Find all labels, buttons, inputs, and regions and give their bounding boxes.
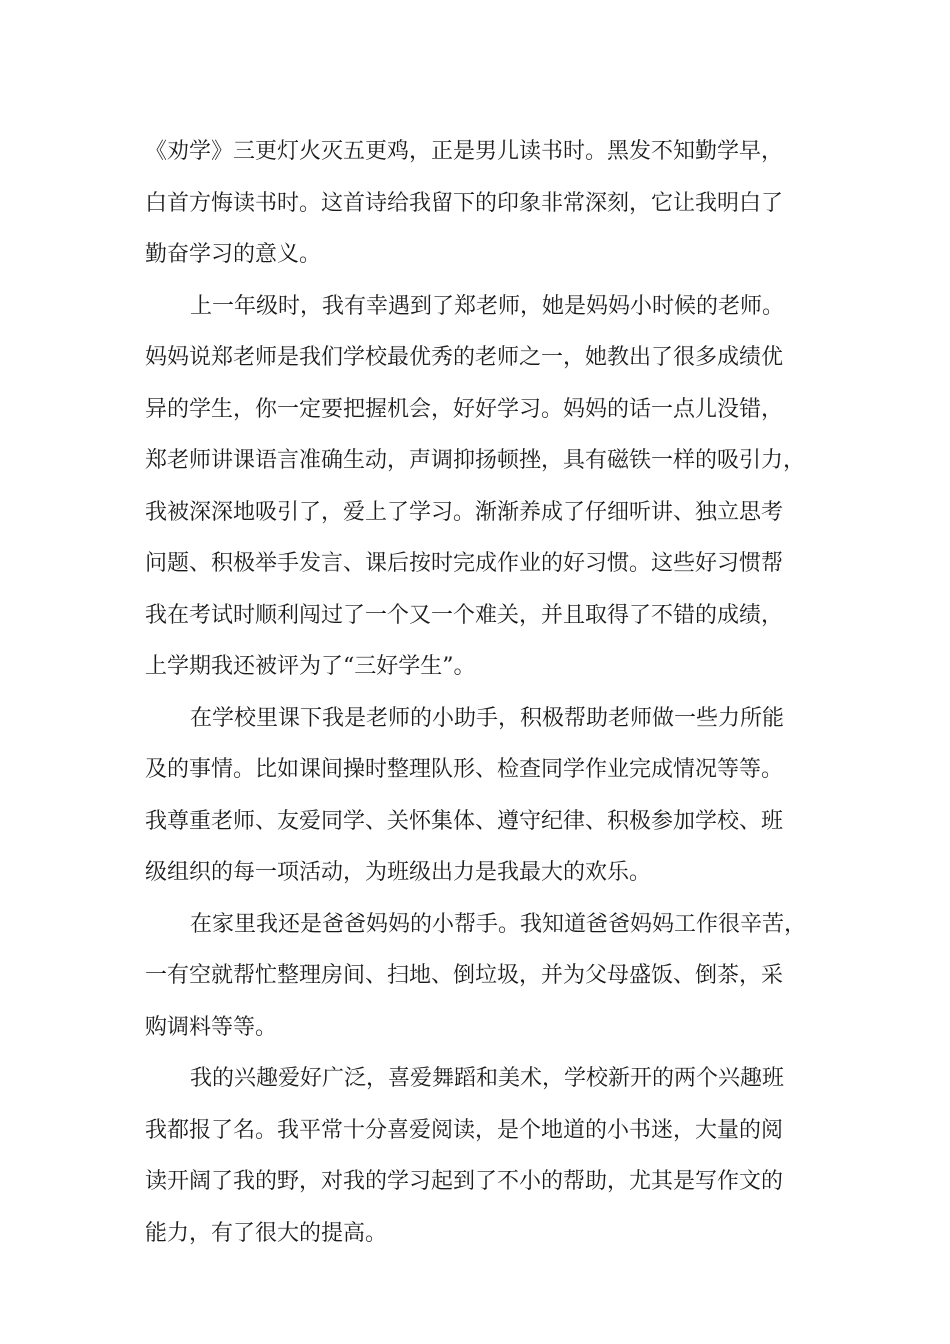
text-line: 读开阔了我的野，对我的学习起到了不小的帮助，尤其是写作文的 [145,1169,784,1194]
text-line: 及的事情。比如课间操时整理队形、检查同学作业完成情况等等。 [145,757,784,782]
text-line: 妈妈说郑老师是我们学校最优秀的老师之一，她教出了很多成绩优 [145,345,784,370]
text-line: 白首方悔读书时。这首诗给我留下的印象非常深刻，它让我明白了 [145,190,784,216]
text-line: 郑老师讲课语言准确生动，声调抑扬顿挫，具有磁铁一样的吸引力， [145,448,806,473]
text-line: 上学期我还被评为了“三好学生”。 [145,654,476,679]
text-line: 我的兴趣爱好广泛，喜爱舞蹈和美术，学校新开的两个兴趣班 [190,1066,785,1091]
text-line: 一有空就帮忙整理房间、扫地、倒垃圾，并为父母盛饭、倒茶，采 [145,963,784,988]
text-line: 能力，有了很大的提高。 [145,1220,388,1246]
text-line: 问题、积极举手发言、课后按时完成作业的好习惯。这些好习惯帮 [145,551,784,576]
text-line: 在家里我还是爸爸妈妈的小帮手。我知道爸爸妈妈工作很辛苦， [190,911,807,937]
text-line: 异的学生，你一定要把握机会，好好学习。妈妈的话一点儿没错， [145,396,784,422]
text-line: 购调料等等。 [145,1014,278,1040]
document-body [145,126,825,1259]
text-line: 我都报了名。我平常十分喜爱阅读，是个地道的小书迷，大量的阅 [145,1117,784,1143]
text-line: 我在考试时顺利闯过了一个又一个难关，并且取得了不错的成绩， [145,602,784,628]
text-line: 我尊重老师、友爱同学、关怀集体、遵守纪律、积极参加学校、班 [145,808,784,834]
text-line: 级组织的每一项活动，为班级出力是我最大的欢乐。 [145,860,652,885]
text-line: 《劝学》三更灯火灭五更鸡，正是男儿读书时。黑发不知勤学早， [145,139,784,164]
text-line: 勤奋学习的意义。 [145,242,322,267]
text-line: 上一年级时，我有幸遇到了郑老师，她是妈妈小时候的老师。 [190,293,785,319]
text-line: 在学校里课下我是老师的小助手，积极帮助老师做一些力所能 [190,705,785,731]
text-line: 我被深深地吸引了，爱上了学习。渐渐养成了仔细听讲、独立思考 [145,499,784,525]
